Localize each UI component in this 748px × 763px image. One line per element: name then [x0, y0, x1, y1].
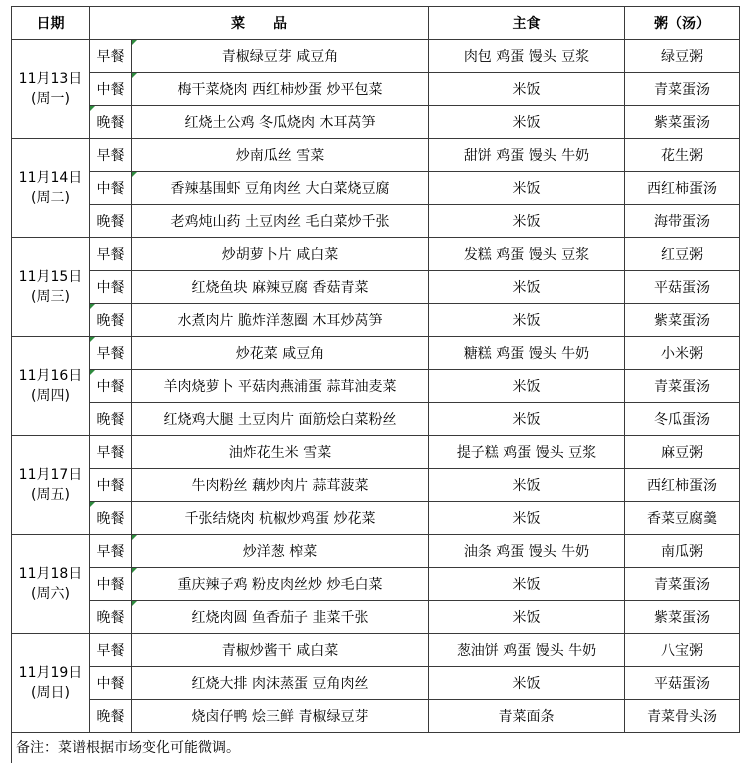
meal-type-cell: 早餐: [90, 238, 132, 271]
day-date: 11月14日: [18, 170, 83, 186]
day-weekday: (周一): [31, 91, 70, 107]
day-weekday: (周三): [31, 289, 70, 305]
staple-cell: 提子糕 鸡蛋 馒头 豆浆: [429, 436, 625, 469]
porridge-cell: 麻豆粥: [625, 436, 740, 469]
porridge-cell: 青菜蛋汤: [625, 73, 740, 106]
menu-row: [12, 667, 740, 700]
menu-row: [12, 370, 740, 403]
day-date-cell: [12, 436, 90, 535]
dishes-cell: 梅干菜烧肉 西红柿炒蛋 炒平包菜: [132, 73, 429, 106]
day-date: 11月16日: [18, 368, 83, 384]
staple-cell: 米饭: [429, 73, 625, 106]
porridge-cell: 西红柿蛋汤: [625, 469, 740, 502]
meal-type-cell: 中餐: [90, 568, 132, 601]
porridge-cell: 西红柿蛋汤: [625, 172, 740, 205]
staple-cell: 发糕 鸡蛋 馒头 豆浆: [429, 238, 625, 271]
header-staple: 主食: [429, 7, 625, 40]
staple-cell: 米饭: [429, 271, 625, 304]
day-date-cell: [12, 337, 90, 436]
staple-cell: 米饭: [429, 403, 625, 436]
dishes-cell: 红烧鸡大腿 土豆肉片 面筋烩白菜粉丝: [132, 403, 429, 436]
staple-cell: 米饭: [429, 370, 625, 403]
menu-row: [12, 634, 740, 667]
staple-cell: 米饭: [429, 205, 625, 238]
menu-row: [12, 106, 740, 139]
menu-note: 备注：菜谱根据市场变化可能微调。: [11, 733, 739, 763]
dishes-cell: 红烧大排 肉沫蒸蛋 豆角肉丝: [132, 667, 429, 700]
staple-cell: 油条 鸡蛋 馒头 牛奶: [429, 535, 625, 568]
menu-row: [12, 139, 740, 172]
dishes-cell: 水煮肉片 脆炸洋葱圈 木耳炒莴笋: [132, 304, 429, 337]
menu-row: [12, 535, 740, 568]
dishes-cell: 红烧鱼块 麻辣豆腐 香菇青菜: [132, 271, 429, 304]
porridge-cell: 紫菜蛋汤: [625, 601, 740, 634]
menu-row: [12, 40, 740, 73]
menu-row: [12, 238, 740, 271]
staple-cell: 米饭: [429, 601, 625, 634]
porridge-cell: 紫菜蛋汤: [625, 304, 740, 337]
porridge-cell: 小米粥: [625, 337, 740, 370]
dishes-cell: 牛肉粉丝 藕炒肉片 蒜茸菠菜: [132, 469, 429, 502]
day-weekday: (周六): [31, 586, 70, 602]
staple-cell: 米饭: [429, 469, 625, 502]
meal-type-cell: 晚餐: [90, 403, 132, 436]
dishes-cell: 油炸花生米 雪菜: [132, 436, 429, 469]
menu-row: [12, 205, 740, 238]
staple-cell: 米饭: [429, 667, 625, 700]
porridge-cell: 香菜豆腐羹: [625, 502, 740, 535]
staple-cell: 糖糕 鸡蛋 馒头 牛奶: [429, 337, 625, 370]
menu-row: [12, 337, 740, 370]
header-date: 日期: [12, 7, 90, 40]
dishes-cell: 香辣基围虾 豆角肉丝 大白菜烧豆腐: [132, 172, 429, 205]
porridge-cell: 南瓜粥: [625, 535, 740, 568]
porridge-cell: 青菜蛋汤: [625, 370, 740, 403]
porridge-cell: 青菜骨头汤: [625, 700, 740, 733]
day-date-cell: [12, 139, 90, 238]
meal-type-cell: 早餐: [90, 337, 132, 370]
meal-type-cell: 中餐: [90, 469, 132, 502]
porridge-cell: 绿豆粥: [625, 40, 740, 73]
staple-cell: 葱油饼 鸡蛋 馒头 牛奶: [429, 634, 625, 667]
porridge-cell: 平菇蛋汤: [625, 667, 740, 700]
menu-row: [12, 700, 740, 733]
dishes-cell: 炒南瓜丝 雪菜: [132, 139, 429, 172]
day-weekday: (周二): [31, 190, 70, 206]
dishes-cell: 炒洋葱 榨菜: [132, 535, 429, 568]
day-date: 11月19日: [18, 665, 83, 681]
menu-row: [12, 469, 740, 502]
porridge-cell: 紫菜蛋汤: [625, 106, 740, 139]
day-weekday: (周五): [31, 487, 70, 503]
meal-type-cell: 中餐: [90, 73, 132, 106]
day-date: 11月13日: [18, 71, 83, 87]
staple-cell: 肉包 鸡蛋 馒头 豆浆: [429, 40, 625, 73]
menu-row: [12, 568, 740, 601]
dishes-cell: 重庆辣子鸡 粉皮肉丝炒 炒毛白菜: [132, 568, 429, 601]
meal-type-cell: 晚餐: [90, 502, 132, 535]
day-weekday: (周四): [31, 388, 70, 404]
menu-row: [12, 73, 740, 106]
meal-type-cell: 早餐: [90, 634, 132, 667]
header-dishes: 菜 品: [90, 7, 429, 40]
staple-cell: 甜饼 鸡蛋 馒头 牛奶: [429, 139, 625, 172]
staple-cell: 米饭: [429, 172, 625, 205]
dishes-cell: 青椒绿豆芽 咸豆角: [132, 40, 429, 73]
menu-row: [12, 502, 740, 535]
dishes-cell: 青椒炒酱干 咸白菜: [132, 634, 429, 667]
meal-type-cell: 晚餐: [90, 205, 132, 238]
dishes-cell: 红烧肉圆 鱼香茄子 韭菜千张: [132, 601, 429, 634]
porridge-cell: 八宝粥: [625, 634, 740, 667]
dishes-cell: 炒胡萝卜片 咸白菜: [132, 238, 429, 271]
meal-type-cell: 晚餐: [90, 700, 132, 733]
porridge-cell: 红豆粥: [625, 238, 740, 271]
staple-cell: 米饭: [429, 106, 625, 139]
dishes-cell: 红烧土公鸡 冬瓜烧肉 木耳莴笋: [132, 106, 429, 139]
meal-type-cell: 早餐: [90, 40, 132, 73]
dishes-cell: 炒花菜 咸豆角: [132, 337, 429, 370]
menu-row: [12, 304, 740, 337]
dishes-cell: 千张结烧肉 杭椒炒鸡蛋 炒花菜: [132, 502, 429, 535]
meal-type-cell: 早餐: [90, 535, 132, 568]
day-date: 11月18日: [18, 566, 83, 582]
menu-row: [12, 403, 740, 436]
day-date: 11月15日: [18, 269, 83, 285]
header-porridge: 粥（汤）: [625, 7, 740, 40]
meal-type-cell: 中餐: [90, 370, 132, 403]
dishes-cell: 烧卤仔鸭 烩三鲜 青椒绿豆芽: [132, 700, 429, 733]
header-row: [12, 7, 740, 40]
menu-row: [12, 271, 740, 304]
meal-type-cell: 晚餐: [90, 304, 132, 337]
menu-row: [12, 601, 740, 634]
day-date-cell: [12, 535, 90, 634]
meal-type-cell: 中餐: [90, 271, 132, 304]
day-date-cell: [12, 238, 90, 337]
porridge-cell: 冬瓜蛋汤: [625, 403, 740, 436]
meal-type-cell: 中餐: [90, 667, 132, 700]
porridge-cell: 花生粥: [625, 139, 740, 172]
day-date: 11月17日: [18, 467, 83, 483]
menu-row: [12, 172, 740, 205]
staple-cell: 青菜面条: [429, 700, 625, 733]
menu-row: [12, 436, 740, 469]
meal-type-cell: 早餐: [90, 139, 132, 172]
staple-cell: 米饭: [429, 502, 625, 535]
porridge-cell: 平菇蛋汤: [625, 271, 740, 304]
day-date-cell: [12, 40, 90, 139]
staple-cell: 米饭: [429, 304, 625, 337]
meal-type-cell: 早餐: [90, 436, 132, 469]
porridge-cell: 青菜蛋汤: [625, 568, 740, 601]
dishes-cell: 羊肉烧萝卜 平菇肉燕浦蛋 蒜茸油麦菜: [132, 370, 429, 403]
weekly-menu-table: [11, 6, 740, 733]
meal-type-cell: 晚餐: [90, 106, 132, 139]
meal-type-cell: 中餐: [90, 172, 132, 205]
day-date-cell: [12, 634, 90, 733]
day-weekday: (周日): [31, 685, 70, 701]
porridge-cell: 海带蛋汤: [625, 205, 740, 238]
dishes-cell: 老鸡炖山药 土豆肉丝 毛白菜炒千张: [132, 205, 429, 238]
meal-type-cell: 晚餐: [90, 601, 132, 634]
staple-cell: 米饭: [429, 568, 625, 601]
menu-body: [12, 40, 740, 733]
